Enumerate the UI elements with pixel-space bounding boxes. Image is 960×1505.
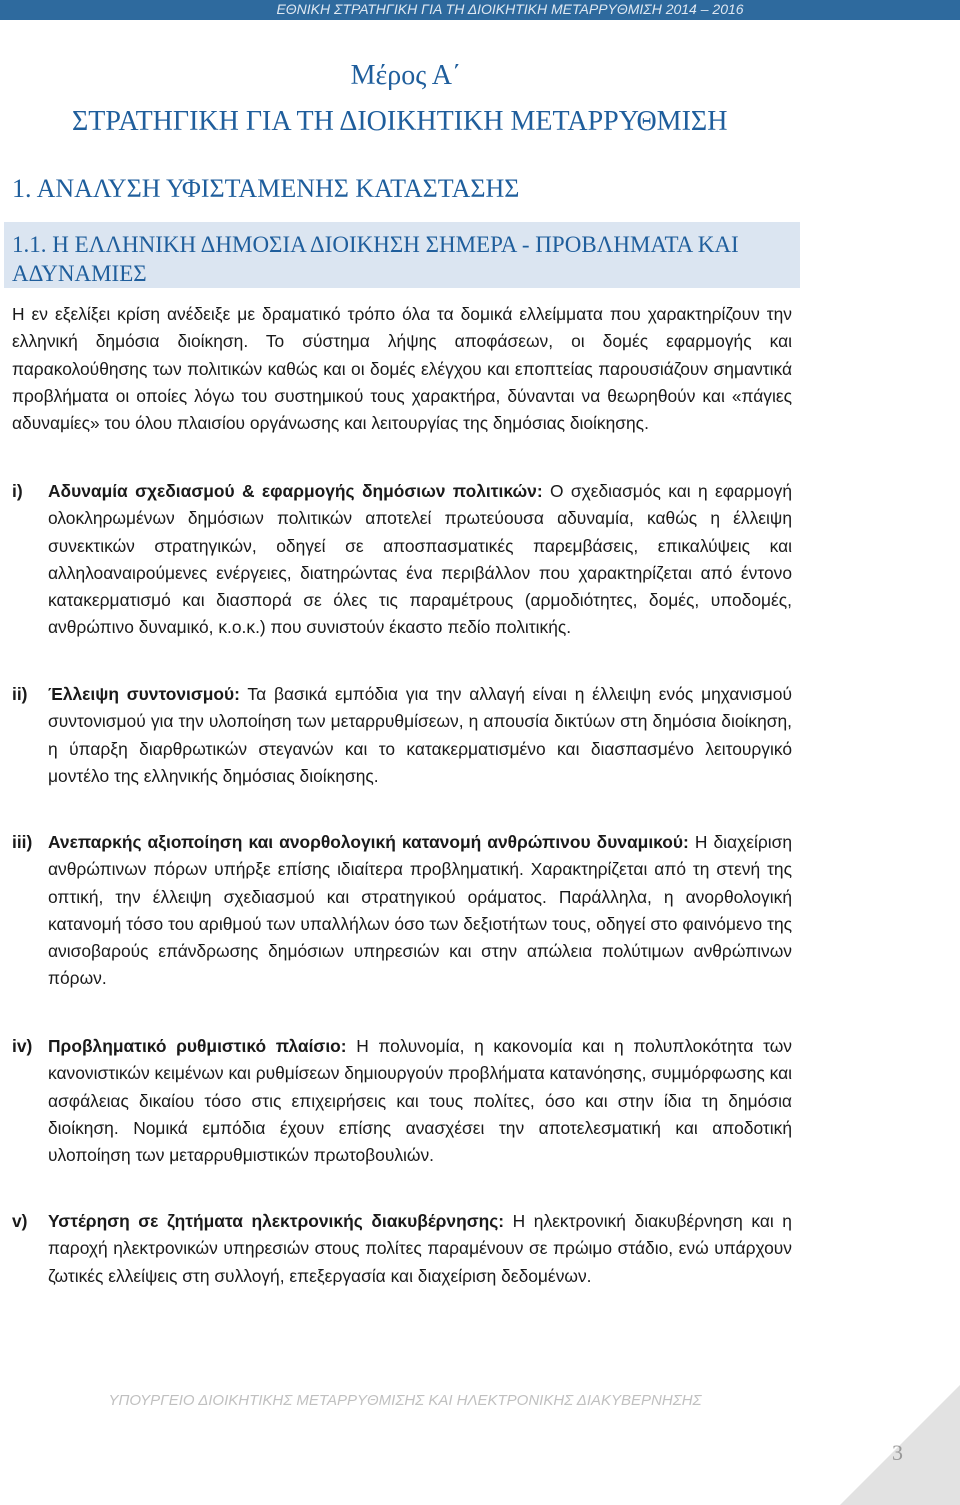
list-item-text: Η πολυνομία, η κακονομία και η πολυπλοκότητα των κανονιστικών κειμένων και ρυθμίσεων δημιουργούν προβλήματα κατανόησης, συμμόρφωσης και ασφάλειας δικαίου τόσο στις επιχειρήσεις και τους πολίτες, όσο και στην ίδια τη δημόσια διοίκηση. Νομικά εμπόδια έχουν επίσης ανασχέσει την αποτελεσματική και αποδοτική υλοποίηση των μεταρρυθμιστικών πρωτοβουλιών. xyxy=(48,1036,792,1166)
subsection-heading: 1.1. Η ΕΛΛΗΝΙΚΗ ΔΗΜΟΣΙΑ ΔΙΟΙΚΗΣΗ ΣΗΜΕΡΑ - ΠΡΟΒΛΗΜΑΤΑ ΚΑΙ ΑΔΥΝΑΜΙΕΣ xyxy=(12,232,739,286)
list-item-title: Ανεπαρκής αξιοποίηση και ανορθολογική κατανομή ανθρώπινου δυναμικού: xyxy=(48,832,689,852)
page-number: 3 xyxy=(892,1440,903,1465)
strategy-heading: ΣΤΡΑΤΗΓΙΚΗ ΓΙΑ ΤΗ ΔΙΟΙΚΗΤΙΚΗ ΜΕΤΑΡΡΥΘΜΙΣΗ xyxy=(72,106,728,137)
part-heading: Μέρος Α΄ xyxy=(350,60,462,91)
list-item-number: iv) xyxy=(12,1036,33,1056)
list-item-title: Αδυναμία σχεδιασμού & εφαρμογής δημόσιων πολιτικών: xyxy=(48,481,543,501)
header-banner xyxy=(0,0,960,20)
section-heading: 1. ΑΝΑΛΥΣΗ ΥΦΙΣΤΑΜΕΝΗΣ ΚΑΤΑΣΤΑΣΗΣ xyxy=(12,174,520,203)
list-item xyxy=(12,478,792,642)
list-item-text: Η ηλεκτρονική διακυβέρνηση και η παροχή ηλεκτρονικών υπηρεσιών στους πολίτες παραμένουν σε πρώιμο στάδιο, ενώ υπάρχουν ζωτικές ελλείψεις στη συλλογή, επεξεργασία και διαχείριση δεδομένων. xyxy=(48,1211,792,1286)
list-item-text: Ο σχεδιασμός και η εφαρμογή ολοκληρωμένων δημόσιων πολιτικών αποτελεί πρωτεύουσα αδυναμία, καθώς η έλλειψη συνεκτικών στρατηγικών, οδηγεί σε αποσπασματικές παρεμβάσεις, επικαλύψεις και αλληλοαναιρούμενες ενέργειες, διατηρώντας ένα περιβάλλον που χαρακτηρίζεται από έντονο κατακερματισμό και διασπορά σε όλες τις παραμέτρους (αρμοδιότητες, δομές, υποδομές, ανθρώπινο δυναμικό, κ.ο.κ.) που συνιστούν έκαστο πεδίο πολιτικής. xyxy=(48,481,793,638)
list-item-text: Τα βασικά εμπόδια για την αλλαγή είναι η έλλειψη ενός μηχανισμού συντονισμού για την υλοποίηση των μεταρρυθμίσεων, η απουσία δικτύων στη δημόσια διοίκηση, η ύπαρξη διαρθρωτικών στεγανών και το κατακερματισμένο και διασπασμένο λειτουργικό μοντέλο της ελληνικής δημόσιας διοίκησης. xyxy=(48,684,792,786)
header-banner-text: ΕΘΝΙΚΗ ΣΤΡΑΤΗΓΙΚΗ ΓΙΑ ΤΗ ΔΙΟΙΚΗΤΙΚΗ ΜΕΤΑΡΡΥΘΜΙΣΗ 2014 – 2016 xyxy=(276,1,744,17)
list-item xyxy=(12,1033,792,1169)
intro-paragraph: Η εν εξελίξει κρίση ανέδειξε με δραματικό τρόπο όλα τα δομικά ελλείμματα που χαρακτηρίζουν την ελληνική δημόσια διοίκηση. Το σύστημα λήψης αποφάσεων, οι δομές εφαρμογής και παρακολούθησης των πολιτικών καθώς και οι δομές ελέγχου και εποπτείας παρουσιάζουν σημαντικά προβλήματα οι οποίες λόγω του συστημικού τους χαρακτήρα, δύνανται να θεωρηθούν και «πάγιες αδυναμίες» του όλου πλαισίου οργάνωσης και λειτουργίας της δημόσιας διοίκησης. xyxy=(12,304,792,434)
list-item-number: v) xyxy=(12,1211,28,1231)
list-item xyxy=(12,1208,792,1290)
list-item-text: Η διαχείριση ανθρώπινων πόρων υπήρξε επίσης ιδιαίτερα προβληματική. Χαρακτηρίζεται από τη στενή της οπτική, την έλλειψη σχεδιασμού και στρατηγικού οράματος. Παράλληλα, η ανορθολογική κατανομή τόσο του αριθμού των υπαλλήλων όσο των δεξιοτήτων τους, οδηγεί στο φαινόμενο της ανισοβαρούς επάνδρωσης δημόσιων υπηρεσιών και στην απώλεια πολύτιμων ανθρώπινων πόρων. xyxy=(48,832,793,989)
list-item-number: ii) xyxy=(12,684,28,704)
list-item xyxy=(12,681,792,790)
list-item-title: Προβληματικό ρυθμιστικό πλαίσιο: xyxy=(48,1036,347,1056)
list-item-title: Υστέρηση σε ζητήματα ηλεκτρονικής διακυβέρνησης: xyxy=(48,1211,505,1231)
subsection-heading-box xyxy=(4,222,800,288)
footer-ministry: ΥΠΟΥΡΓΕΙΟ ΔΙΟΙΚΗΤΙΚΗΣ ΜΕΤΑΡΡΥΘΜΙΣΗΣ ΚΑΙ ΗΛΕΚΤΡΟΝΙΚΗΣ ΔΙΑΚΥΒΕΡΝΗΣΗΣ xyxy=(108,1392,702,1409)
list-item-number: iii) xyxy=(12,832,33,852)
list-item-title: Έλλειψη συντονισμού: xyxy=(48,684,240,704)
list-item xyxy=(12,829,792,993)
list-item-number: i) xyxy=(12,481,23,501)
